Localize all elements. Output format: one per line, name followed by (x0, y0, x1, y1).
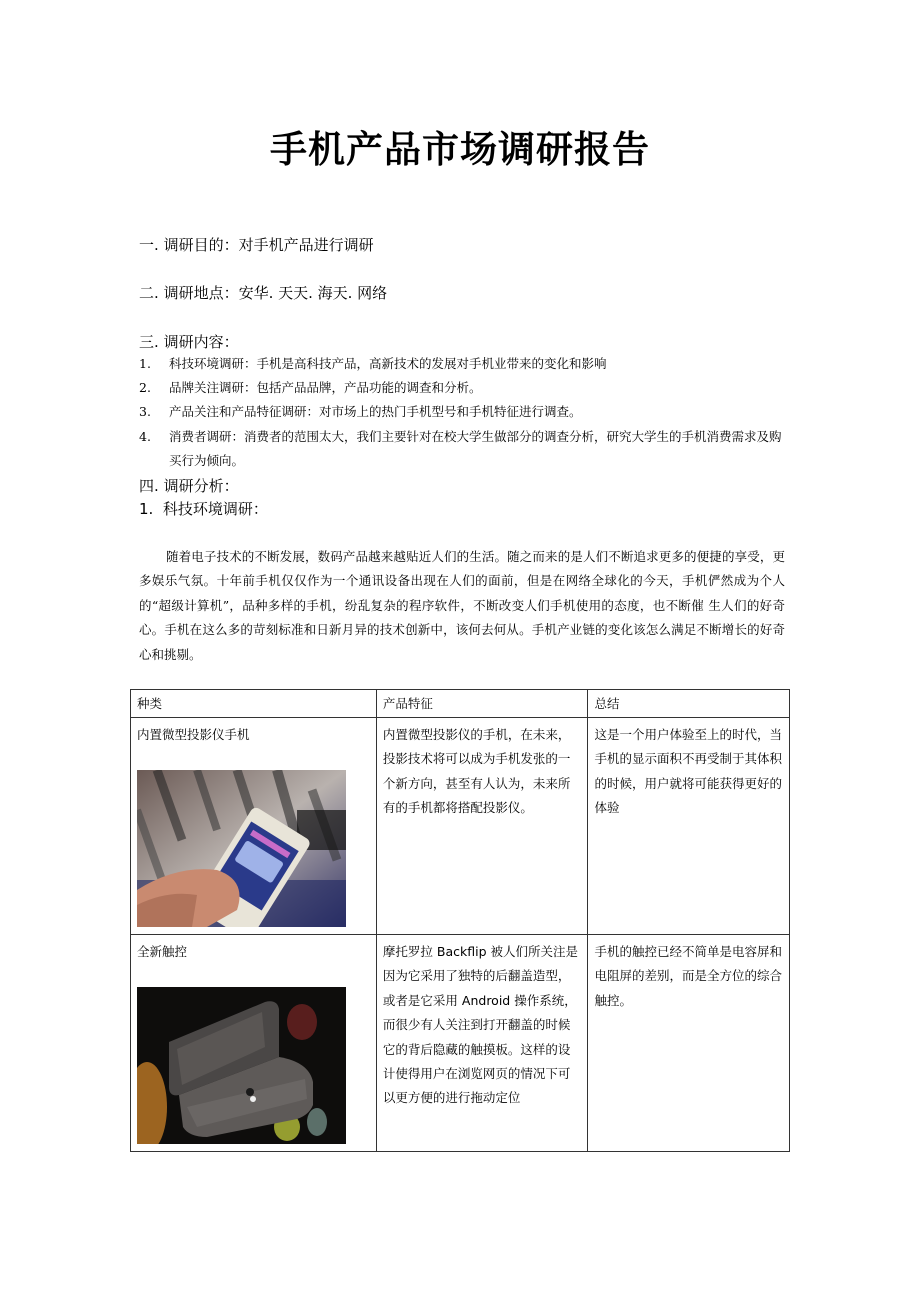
header-type: 种类 (131, 690, 377, 718)
section-number: 二. (139, 284, 159, 302)
header-summary: 总结 (588, 690, 790, 718)
section-content (139, 331, 239, 353)
item-text: 品牌关注调研：包括产品品牌，产品功能的调查和分析。 (169, 380, 482, 395)
table-row (131, 935, 790, 1152)
subsection-number: 1. (139, 500, 154, 518)
item-number: 2. (139, 380, 151, 395)
section-analysis (139, 475, 239, 497)
item-text: 消费者调研：消费者的范围太大，我们主要针对在校大学生做部分的调查分析，研究大学生的手机消费需求及购买行为倾向。 (169, 429, 782, 468)
body-paragraph: 随着电子技术的不断发展，数码产品越来越贴近人们的生活。随之而来的是人们不断追求更多的便捷的享受，更多娱乐气氛。十年前手机仅仅作为一个通讯设备出现在人们的面前，但是在网络全球化的今天，手机俨然成为个人的“超级计算机”，品种多样的手机，纷乱复杂的程序软件，不断改变人们手机使用的态度，也不断催 生人们的好奇心。手机在这么多的苛刻标准和日新月异的技术创新中，该何去何从。手机产业链的变化该怎么满足不断增长的好奇心和挑剔。 (139, 549, 785, 662)
item-number: 3. (139, 404, 151, 419)
document-title: 手机产品市场调研报告 (270, 128, 650, 171)
feature-text: 被人们所关注是因为它采用了独特的后翻盖造型，或者是它采用 (382, 944, 579, 1008)
section-purpose (139, 234, 374, 256)
subsection-label: 科技环境调研： (162, 500, 268, 518)
item-number: 4. (139, 429, 151, 444)
cell-feature (376, 935, 588, 1152)
type-label: 内置微型投影仪手机 (137, 727, 250, 742)
content-item (139, 400, 784, 424)
cell-type (131, 718, 377, 935)
content-item (139, 425, 784, 473)
section-label: 调研内容： (163, 333, 239, 351)
table-header-row (131, 690, 790, 718)
table-row (131, 718, 790, 935)
projector-phone-image (137, 770, 346, 927)
subsection-tech (139, 498, 268, 520)
backflip-phone-image (137, 987, 346, 1144)
section-number: 三. (139, 333, 159, 351)
section-location (139, 282, 387, 304)
section-label: 调研分析： (163, 477, 239, 495)
section-number: 一. (139, 236, 159, 254)
item-text: 科技环境调研：手机是高科技产品，高新技术的发展对手机业带来的变化和影响 (169, 356, 607, 371)
feature-text-latin: Android (461, 992, 511, 1008)
section-label: 调研地点： (163, 284, 239, 302)
feature-text-latin: Backflip (436, 944, 487, 959)
section-value: 对手机产品进行调研 (238, 236, 374, 254)
cell-summary: 这是一个用户体验至上的时代，当手机的显示面积不再受制于其体积的时候，用户就将可能获得更好的体验 (588, 718, 790, 935)
section-value: 安华. 天天. 海天. 网络 (238, 284, 388, 302)
cell-type (131, 935, 377, 1152)
product-table (130, 689, 790, 1152)
item-text: 产品关注和产品特征调研：对市场上的热门手机型号和手机特征进行调查。 (169, 404, 582, 419)
content-item (139, 376, 784, 400)
content-item (139, 352, 784, 376)
item-number: 1. (139, 356, 151, 371)
section-label: 调研目的： (163, 236, 239, 254)
feature-text: 操作系统，而很少有人关注到打开翻盖的时候它的背后隐藏的触摸板。这样的设计使得用户在浏览网页的情况下可以更方便的进行拖动定位 (382, 992, 577, 1106)
cell-summary: 手机的触控已经不简单是电容屏和电阻屏的差别，而是全方位的综合触控。 (588, 935, 790, 1152)
feature-text: 摩托罗拉 (382, 944, 437, 959)
cell-feature: 内置微型投影仪的手机，在未来，投影技术将可以成为手机发张的一个新方向，甚至有人认为，未来所有的手机都将搭配投影仪。 (376, 718, 588, 935)
section-number: 四. (139, 477, 159, 495)
type-label: 全新触控 (137, 944, 188, 959)
header-feature: 产品特征 (376, 690, 588, 718)
